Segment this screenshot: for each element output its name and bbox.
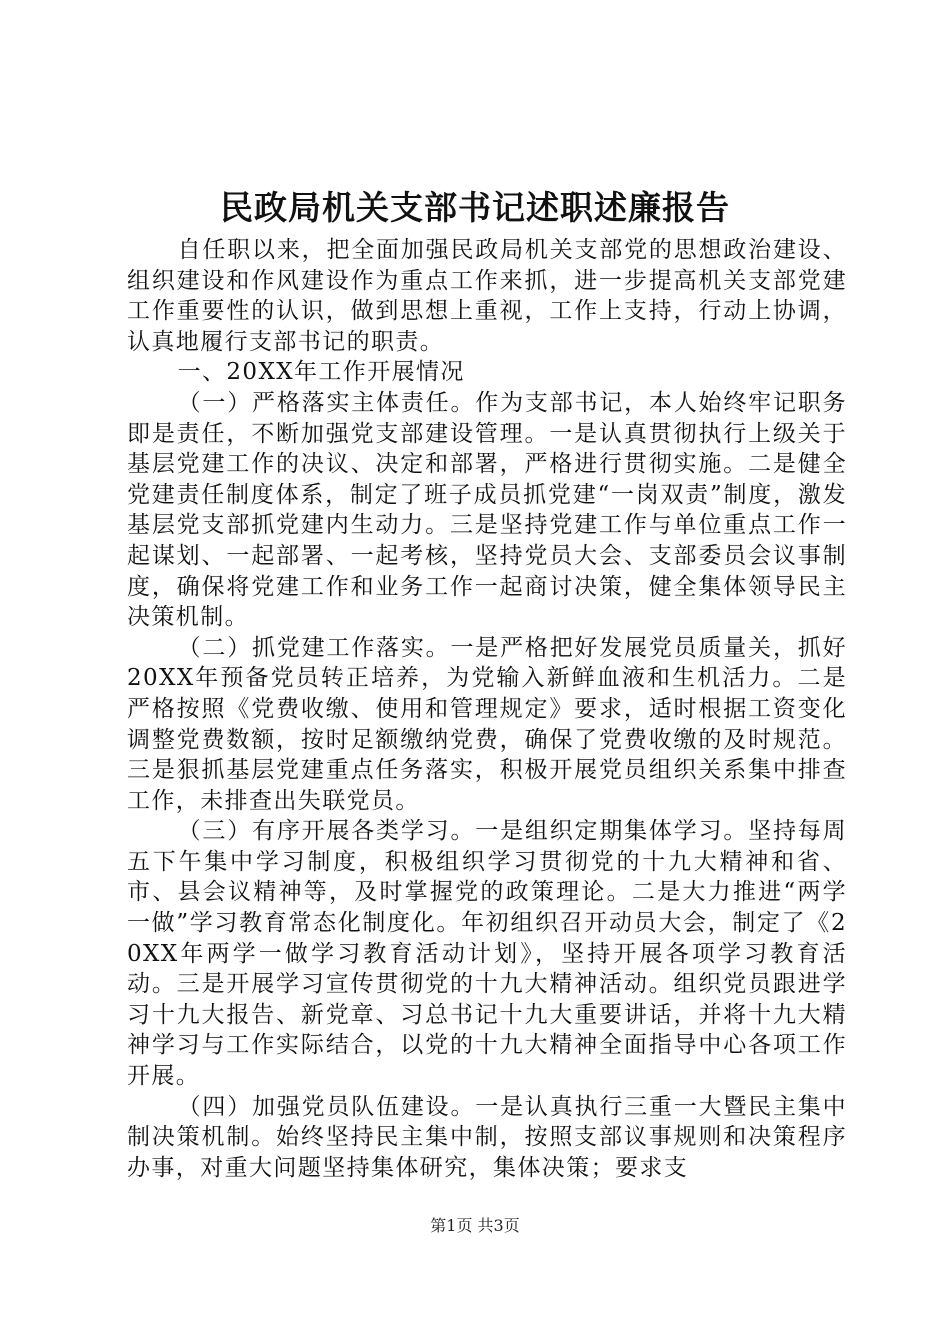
page-number-footer: 第1页 共3页: [430, 1216, 520, 1235]
paragraph-2: （二）抓党建工作落实。一是严格把好发展党员质量关，抓好20XX年预备党员转正培养，为党输入新鲜血液和生机活力。二是严格按照《党费收缴、使用和管理规定》要求，适时根据工资变化调整党费数额，按时足额缴纳党费，确保了党费收缴的及时规范。三是狠抓基层党建重点任务落实，积极开展党员组织关系集中排查工作，未排查出失联党员。: [127, 634, 847, 814]
section-heading: 一、20XX年工作开展情况: [177, 359, 465, 386]
paragraph-4: （四）加强党员队伍建设。一是认真执行三重一大暨民主集中制决策机制。始终坚持民主集中制，按照支部议事规则和决策程序办事，对重大问题坚持集体研究，集体决策；要求支: [127, 1093, 847, 1181]
document-body: [127, 235, 847, 1183]
document-title: 民政局机关支部书记述职述廉报告: [220, 188, 730, 227]
paragraph-1: （一）严格落实主体责任。作为支部书记，本人始终牢记职务即是责任，不断加强党支部建设管理。一是认真贯彻执行上级关于基层党建工作的决议、决定和部署，严格进行贯彻实施。二是健全党建责任制度体系，制定了班子成员抓党建“一岗双责”制度，激发基层党支部抓党建内生动力。三是坚持党建工作与单位重点工作一起谋划、一起部署、一起考核，坚持党员大会、支部委员会议事制度，确保将党建工作和业务工作一起商讨决策，健全集体领导民主决策机制。: [127, 389, 847, 631]
intro-paragraph: 自任职以来，把全面加强民政局机关支部党的思想政治建设、组织建设和作风建设作为重点工作来抓，进一步提高机关支部党建工作重要性的认识，做到思想上重视，工作上支持，行动上协调，认真地履行支部书记的职责。: [127, 237, 847, 355]
paragraph-3: （三）有序开展各类学习。一是组织定期集体学习。坚持每周五下午集中学习制度，积极组织学习贯彻党的十九大精神和省、市、县会议精神等，及时掌握党的政策理论。二是大力推进“两学一做”学习教育常态化制度化。年初组织召开动员大会，制定了《20XX年两学一做学习教育活动计划》，坚持开展各项学习教育活动。三是开展学习宣传贯彻党的十九大精神活动。组织党员跟进学习十九大报告、新党章、习总书记十九大重要讲话，并将十九大精神学习与工作实际结合，以党的十九大精神全面指导中心各项工作开展。: [127, 818, 847, 1090]
